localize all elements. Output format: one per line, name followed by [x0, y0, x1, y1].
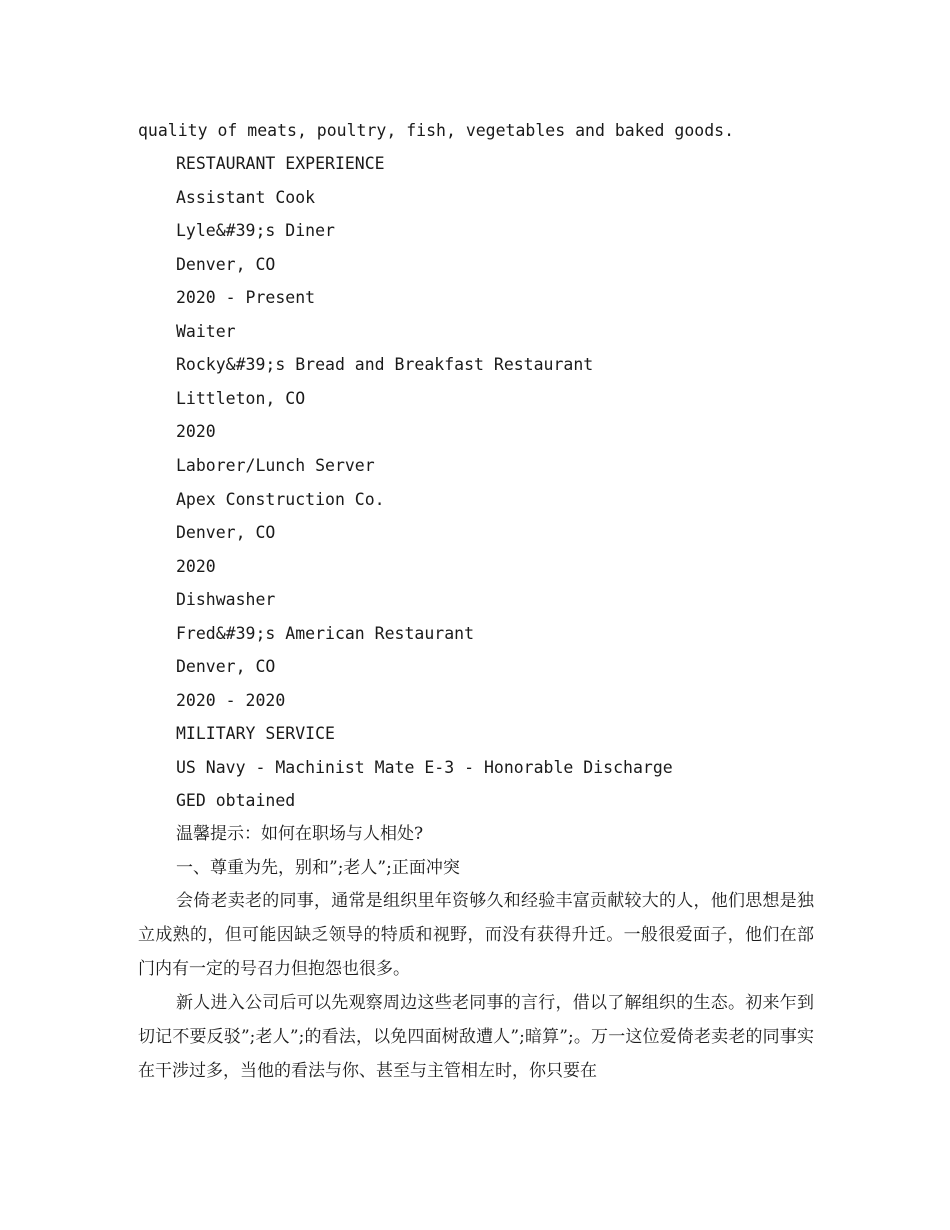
job-3-employer: Apex Construction Co. — [176, 490, 385, 509]
job-4-location: Denver, CO — [176, 657, 276, 676]
job-3-location: Denver, CO — [176, 523, 276, 542]
job-1-dates: 2020 - Present — [176, 288, 316, 307]
tips-paragraph-2: 新人进入公司后可以先观察周边这些老同事的言行，借以了解组织的生态。初来乍到切记不要反驳”;老人”;的看法，以免四面树敌遭人”;暗算”;。万一这位爱倚老卖老的同事实在干涉过多，当他的看法与你、甚至与主管相左时，你只要在 — [138, 993, 814, 1081]
job-4-title: Dishwasher — [176, 590, 276, 609]
tips-paragraph-1: 会倚老卖老的同事，通常是组织里年资够久和经验丰富贡献较大的人，他们思想是独立成熟的，但可能因缺乏领导的特质和视野，而没有获得升迁。一般很爱面子，他们在部门内有一定的号召力但抱怨也很多。 — [138, 891, 814, 979]
job-2-employer: Rocky&#39;s Bread and Breakfast Restaurant — [176, 355, 594, 374]
military-service-detail: US Navy - Machinist Mate E-3 - Honorable Discharge — [176, 758, 673, 777]
job-3-dates: 2020 — [176, 557, 216, 576]
education-line: GED obtained — [176, 791, 296, 810]
restaurant-experience-heading: RESTAURANT EXPERIENCE — [176, 154, 385, 173]
tips-point-one: 一、尊重为先，别和”;老人”;正面冲突 — [176, 858, 460, 878]
military-service-heading: MILITARY SERVICE — [176, 724, 335, 743]
job-3-title: Laborer/Lunch Server — [176, 456, 375, 475]
job-2-location: Littleton, CO — [176, 389, 306, 408]
job-2-dates: 2020 — [176, 422, 216, 441]
tips-heading: 温馨提示：如何在职场与人相处? — [176, 824, 424, 844]
job-4-employer: Fred&#39;s American Restaurant — [176, 624, 475, 643]
job-4-dates: 2020 - 2020 — [176, 691, 286, 710]
job-1-location: Denver, CO — [176, 255, 276, 274]
job-1-title: Assistant Cook — [176, 188, 316, 207]
job-2-title: Waiter — [176, 322, 236, 341]
job-1-employer: Lyle&#39;s Diner — [176, 221, 335, 240]
intro-tail-line: quality of meats, poultry, fish, vegetables and baked goods. — [138, 121, 735, 140]
